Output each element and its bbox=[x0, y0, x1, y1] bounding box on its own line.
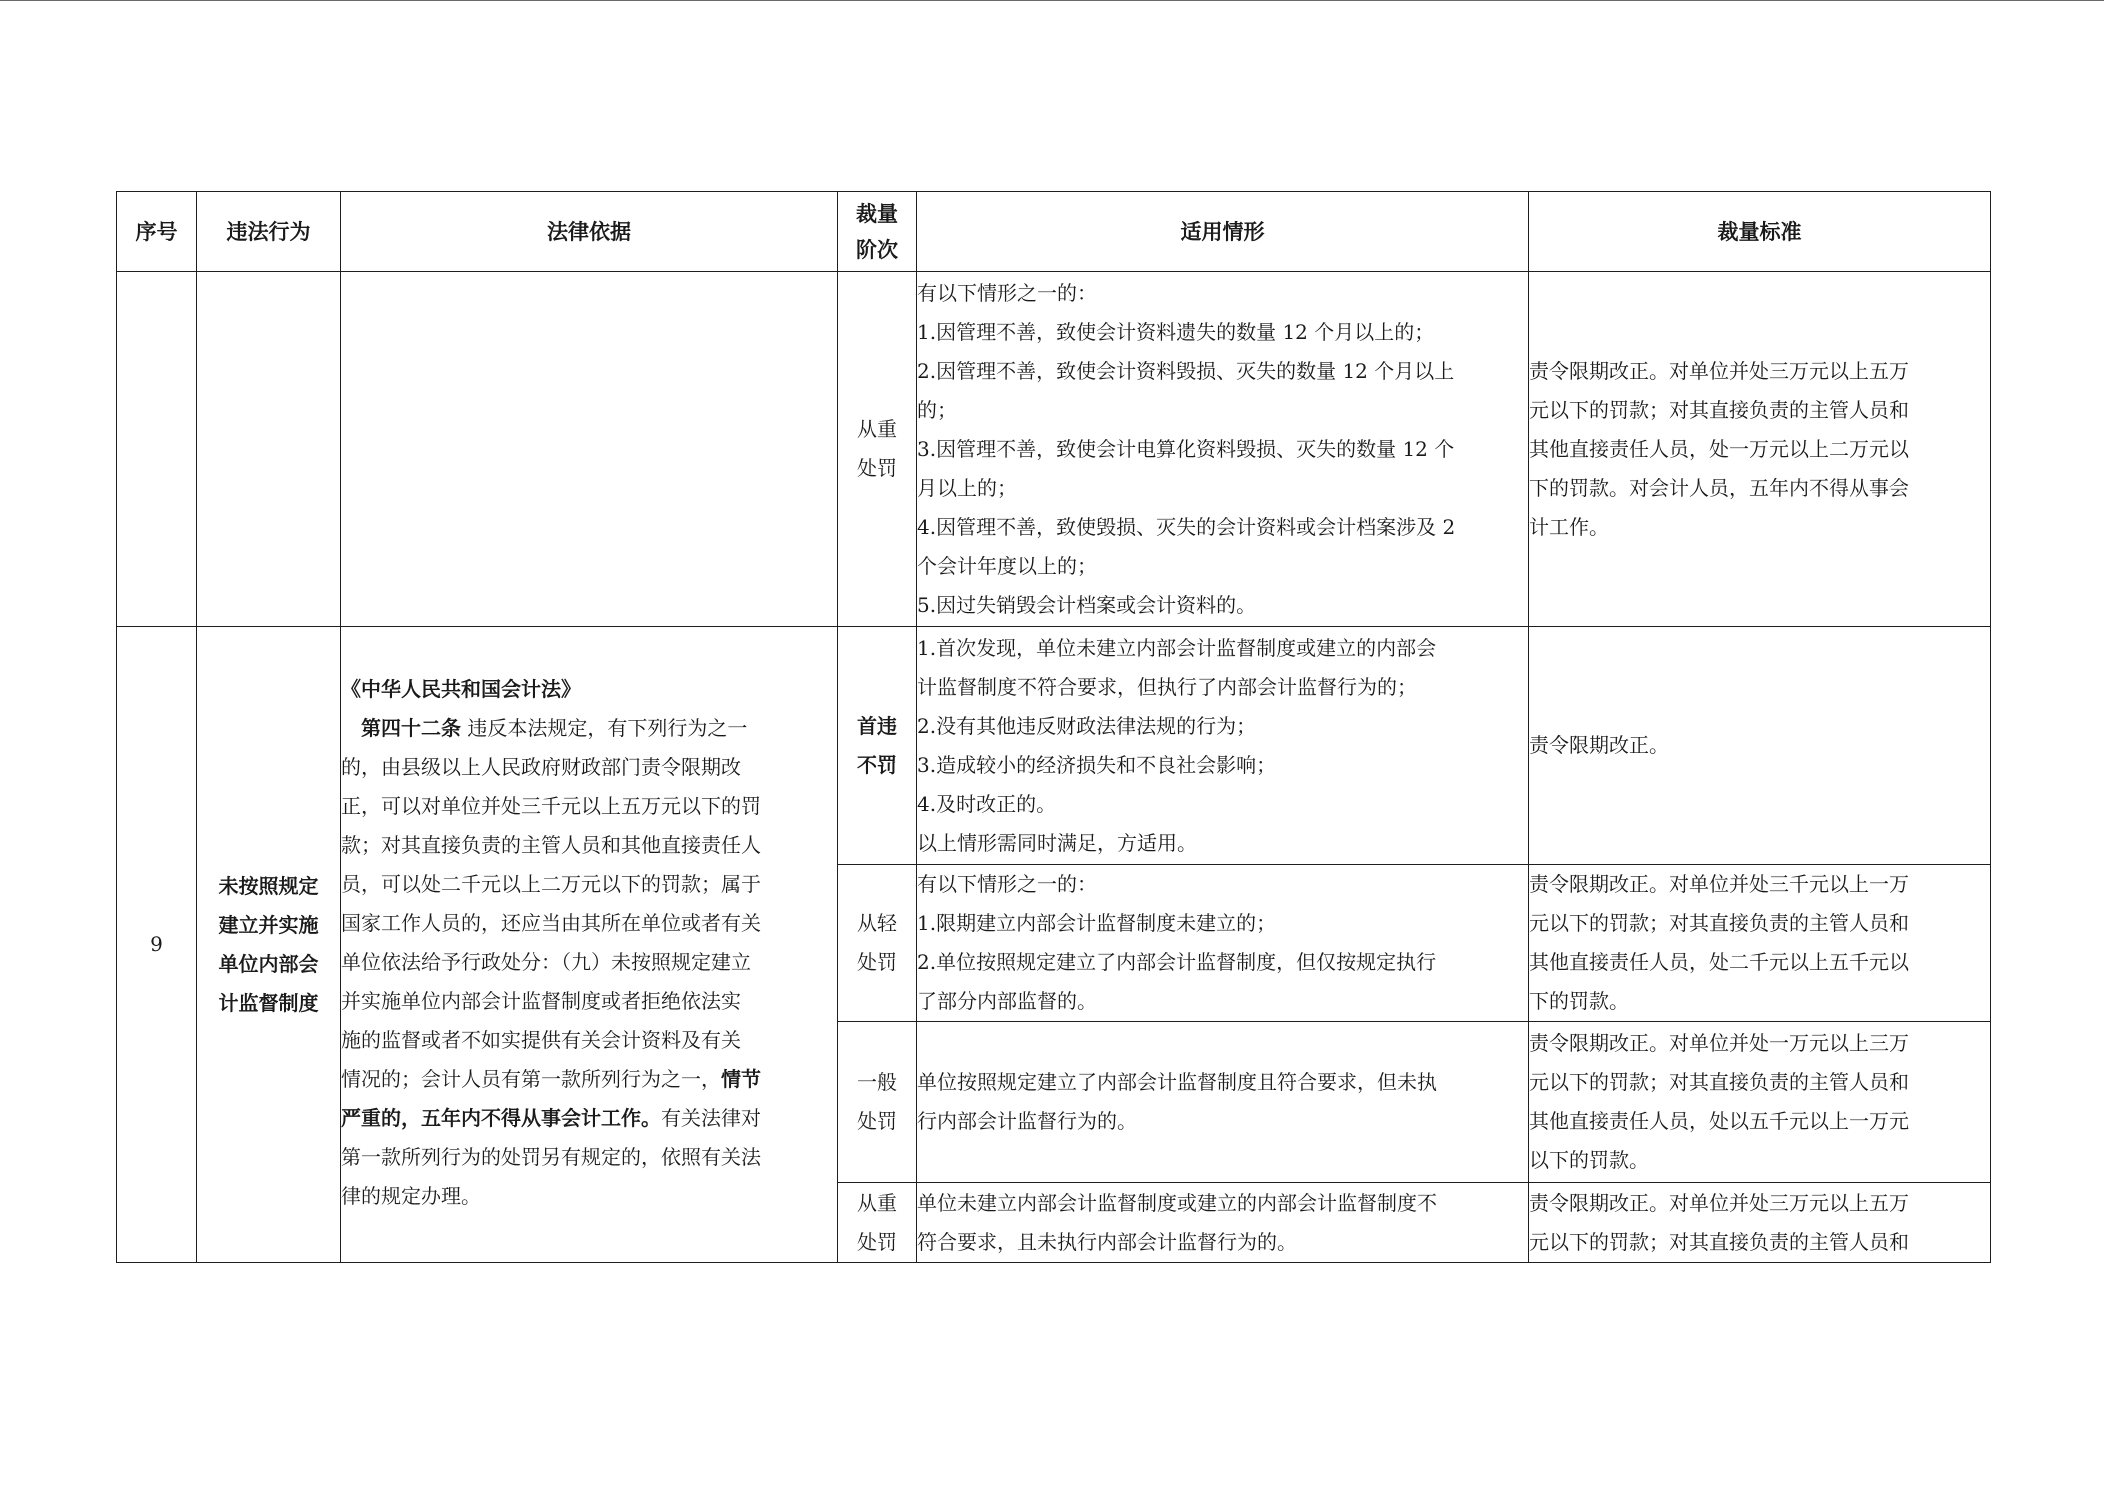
conditions-heavier: 单位未建立内部会计监督制度或建立的内部会计监督制度不 符合要求，且未执行内部会计监督行为的。 bbox=[917, 1183, 1529, 1263]
header-standard: 裁量标准 bbox=[1529, 192, 1991, 272]
tier-heavier: 从重 处罚 bbox=[838, 1183, 917, 1263]
header-conditions: 适用情形 bbox=[917, 192, 1529, 272]
header-tier: 裁量 阶次 bbox=[838, 192, 917, 272]
standard-lighter: 责令限期改正。对单位并处三千元以上一万 元以下的罚款；对其直接负责的主管人员和 其他直接责任人员，处二千元以上五千元以 下的罚款。 bbox=[1529, 865, 1991, 1022]
cell-law-empty bbox=[341, 272, 838, 627]
header-violation: 违法行为 bbox=[197, 192, 341, 272]
tier-general: 一般 处罚 bbox=[838, 1022, 917, 1183]
conditions-lighter: 有以下情形之一的： 1.限期建立内部会计监督制度未建立的； 2.单位按照规定建立了内部会计监督制度，但仅按规定执行 了部分内部监督的。 bbox=[917, 865, 1529, 1022]
table-row-continued bbox=[117, 272, 1991, 627]
page-top-edge bbox=[0, 0, 2104, 1]
header-row bbox=[117, 192, 1991, 272]
standard-heavier: 责令限期改正。对单位并处三万元以上五万 元以下的罚款；对其直接负责的主管人员和 bbox=[1529, 1183, 1991, 1263]
conditions-first-offense: 1.首次发现，单位未建立内部会计监督制度或建立的内部会 计监督制度不符合要求，但执行了内部会计监督行为的； 2.没有其他违反财政法律法规的行为； 3.造成较小的经济损失和不良社会影响； 4.及时改正的。 以上情形需同时满足，方适用。 bbox=[917, 627, 1529, 865]
law-line-bold-start: 情况的；会计人员有第一款所列行为之一，情节 bbox=[341, 1067, 761, 1091]
legal-basis: 《中华人民共和国会计法》 第四十二条 违反本法规定，有下列行为之一 的，由县级以上人民政府财政部门责令限期改 正，可以对单位并处三千元以上五万元以下的罚 款；对其直接负责的主管人员和其他直接责任人 员，可以处二千元以上二万元以下的罚款；属于 国家工作人员的，还应当由其所在单位或者有关 单位依法给予行政处分：（九）未按照规定建立 并实施单位内部会计监督制度或者拒绝依法实 施的监督或者不如实提供有关会计资料及有关 情况的；会计人员有第一款所列行为之一，情节 严重的，五年内不得从事会计工作。有关法律对 第一款所列行为的处罚另有规定的，依照有关法 律的规定办理。 bbox=[341, 627, 838, 1263]
standard-first-offense: 责令限期改正。 bbox=[1529, 627, 1991, 865]
tier-first-offense: 首违 不罚 bbox=[838, 627, 917, 865]
conditions-general: 单位按照规定建立了内部会计监督制度且符合要求，但未执 行内部会计监督行为的。 bbox=[917, 1022, 1529, 1183]
law-line-article: 第四十二条 违反本法规定，有下列行为之一 bbox=[361, 716, 748, 740]
law-title: 《中华人民共和国会计法》 bbox=[341, 677, 581, 701]
penalty-discretion-table bbox=[116, 191, 1991, 1263]
standard-heavy-continued: 责令限期改正。对单位并处三万元以上五万 元以下的罚款；对其直接负责的主管人员和 其他直接责任人员，处一万元以上二万元以 下的罚款。对会计人员，五年内不得从事会 计工作。 bbox=[1529, 272, 1991, 627]
row-number: 9 bbox=[117, 627, 197, 1263]
law-line-bold-end: 严重的，五年内不得从事会计工作。有关法律对 bbox=[341, 1106, 761, 1130]
violation-description: 未按照规定 建立并实施 单位内部会 计监督制度 bbox=[197, 627, 341, 1263]
article-number: 第四十二条 bbox=[361, 716, 461, 740]
cell-violation-empty bbox=[197, 272, 341, 627]
table-row-9-first-offense bbox=[117, 627, 1991, 865]
tier-heavy-continued: 从重 处罚 bbox=[838, 272, 917, 627]
header-number: 序号 bbox=[117, 192, 197, 272]
conditions-heavy-continued: 有以下情形之一的： 1.因管理不善，致使会计资料遗失的数量 12 个月以上的； 2.因管理不善，致使会计资料毁损、灭失的数量 12 个月以上 的； 3.因管理不善，致使会计电算化资料毁损、灭失的数量 12 个 月以上的； 4.因管理不善，致使毁损、灭失的会计资料或会计档案涉及 2 个会计年度以上的； 5.因过失销毁会计档案或会计资料的。 bbox=[917, 272, 1529, 627]
cell-number-empty bbox=[117, 272, 197, 627]
header-legal-basis: 法律依据 bbox=[341, 192, 838, 272]
tier-lighter: 从轻 处罚 bbox=[838, 865, 917, 1022]
standard-general: 责令限期改正。对单位并处一万元以上三万 元以下的罚款；对其直接负责的主管人员和 其他直接责任人员，处以五千元以上一万元 以下的罚款。 bbox=[1529, 1022, 1991, 1183]
